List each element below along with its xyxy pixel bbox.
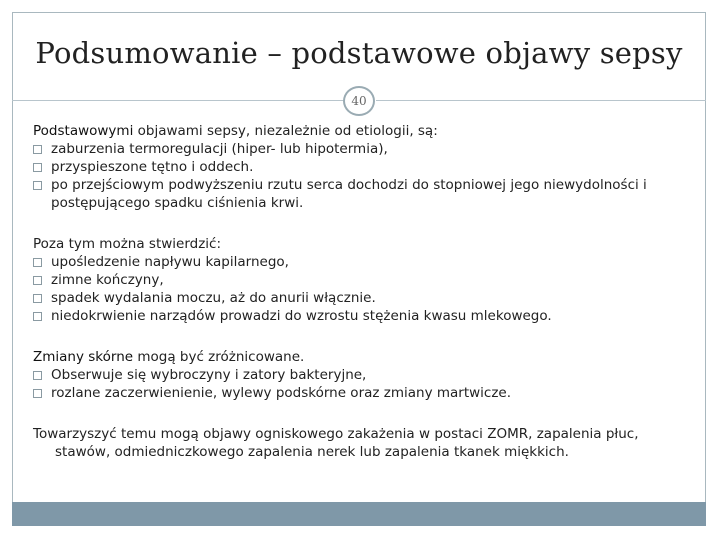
list-item-text: upośledzenie napływu kapilarnego, xyxy=(51,254,289,270)
square-bullet-icon xyxy=(33,163,42,172)
list-item-text: zaburzenia termoregulacji (hiper- lub hipotermia), xyxy=(51,141,388,157)
list-item-text: niedokrwienie narządów prowadzi do wzrostu stężenia kwasu mlekowego. xyxy=(51,308,552,324)
page-number-badge: 40 xyxy=(343,86,375,116)
concluding-paragraph: Towarzyszyć temu mogą objawy ogniskowego zakażenia w postaci ZOMR, zapalenia płuc, stawów, odmiedniczkowego zapalenia nerek lub zapalenia tkanek miękkich. xyxy=(33,426,639,460)
section-additional-intro: Poza tym można stwierdzić: xyxy=(33,236,222,252)
square-bullet-icon xyxy=(33,371,42,380)
skin-lead-term: Zmiany skórne xyxy=(33,349,134,365)
list-item xyxy=(33,307,693,325)
square-bullet-icon xyxy=(33,145,42,154)
square-bullet-icon xyxy=(33,181,42,190)
list-item xyxy=(33,384,693,402)
intro-lead-term: Podstawowymi xyxy=(33,123,134,139)
footer-bar xyxy=(12,502,706,526)
list-item xyxy=(33,140,693,158)
title-divider-left xyxy=(12,100,345,101)
list-item-text: Obserwuje się wybroczyny i zatory bakteryjne, xyxy=(51,367,367,383)
list-item xyxy=(33,289,693,307)
section-skin-changes xyxy=(33,348,693,402)
slide-title: Podsumowanie – podstawowe objawy sepsy xyxy=(35,36,683,70)
spacer xyxy=(33,408,693,425)
square-bullet-icon xyxy=(33,258,42,267)
spacer xyxy=(33,331,693,348)
title-divider-right xyxy=(376,100,706,101)
intro-text: objawami sepsy, niezależnie od etiologii, są: xyxy=(133,123,438,139)
list-item-text: przyspieszone tętno i oddech. xyxy=(51,159,254,175)
list-item xyxy=(33,271,693,289)
list-item xyxy=(33,253,693,271)
slide-content xyxy=(33,122,693,467)
section-symptoms xyxy=(33,122,693,212)
square-bullet-icon xyxy=(33,276,42,285)
skin-intro-text: mogą być zróżnicowane. xyxy=(133,349,305,365)
square-bullet-icon xyxy=(33,294,42,303)
spacer xyxy=(33,218,693,235)
square-bullet-icon xyxy=(33,389,42,398)
list-item-text: po przejściowym podwyższeniu rzutu serca dochodzi do stopniowej jego niewydolności i postępującego spadku ciśnienia krwi. xyxy=(51,177,647,211)
section-symptoms-intro xyxy=(33,122,693,140)
list-item xyxy=(33,158,693,176)
list-item-text: rozlane zaczerwienienie, wylewy podskórne oraz zmiany martwicze. xyxy=(51,385,512,401)
square-bullet-icon xyxy=(33,312,42,321)
section-additional xyxy=(33,235,693,325)
list-item xyxy=(33,176,693,212)
section-skin-intro xyxy=(33,348,693,366)
list-item-text: zimne kończyny, xyxy=(51,272,164,288)
list-item-text: spadek wydalania moczu, aż do anurii włącznie. xyxy=(51,290,376,306)
list-item xyxy=(33,366,693,384)
